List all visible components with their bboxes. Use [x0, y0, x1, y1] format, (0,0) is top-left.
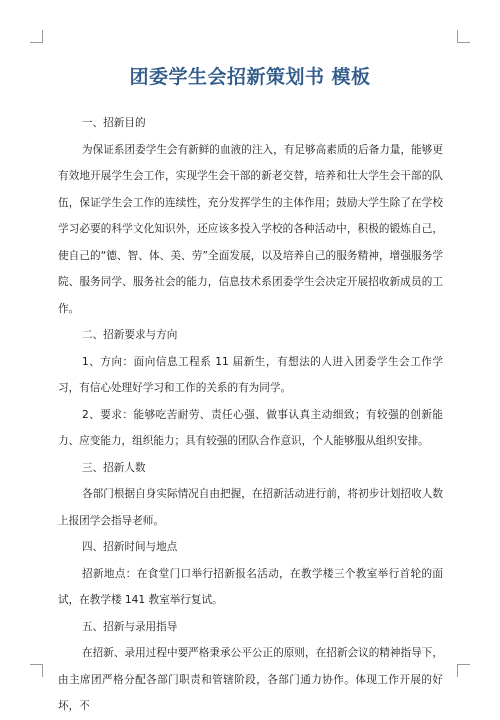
paragraph-direction: 1、方向：面向信息工程系 11 届新生，有想法的人进入团委学生会工作学习，有信心处理好学习和工作的关系的有为同学。 — [58, 355, 443, 394]
paragraph-time-location: 招新地点：在食堂门口举行招新报名活动，在教学楼三个教室举行首轮的面试，在教学楼 141 教室举行复试。 — [58, 567, 443, 606]
crop-mark-bottom-right — [457, 664, 470, 677]
section-heading-1: 一、招新目的 — [82, 117, 146, 129]
paragraph-purpose: 为保证系团委学生会有新鲜的血液的注入，有足够高素质的后备力量，能够更有效地开展学生会工作，实现学生会干部的新老交替，培养和壮大学生会干部的队伍，保证学生会工作的连续性，充分发挥学生的主体作用；鼓励大学生除了在学校学习必要的科学文化知识外，还应该多投入学校的各种活动中，积极的锻炼自己，使自己的“德、智、体、美、劳”全面发展，以及培养自己的服务精神，增强服务学院、服务同学、服务社会的能力，信息技术系团委学生会决定开展招收新成员的工作。 — [58, 143, 443, 315]
section-heading-5: 五、招新与录用指导 — [82, 620, 178, 633]
crop-mark-top-right — [457, 30, 470, 43]
paragraph-headcount: 各部门根据自身实际情况自由把握，在招新活动进行前，将初步计划招收人数上报团学会指导老师。 — [58, 488, 443, 527]
paragraph-requirements: 2、要求：能够吃苦耐劳、责任心强、做事认真主动细致；有较强的创新能力、应变能力，组织能力；具有较强的团队合作意识，个人能够服从组织安排。 — [58, 408, 443, 447]
document-title: 团委学生会招新策划书 模板 — [129, 66, 371, 88]
crop-mark-bottom-left — [30, 664, 43, 677]
document-body — [58, 110, 443, 720]
paragraph-guidance: 在招新、录用过程中要严格秉承公平公正的原则，在招新会议的精神指导下，由主席团严格分配各部门职责和管辖阶段，各部门通力协作。体现工作开展的好坏，不 — [58, 647, 443, 712]
crop-mark-top-left — [30, 30, 43, 43]
section-heading-4: 四、招新时间与地点 — [82, 541, 178, 553]
section-heading-2: 二、招新要求与方向 — [82, 329, 178, 341]
section-heading-3: 三、招新人数 — [82, 461, 146, 474]
